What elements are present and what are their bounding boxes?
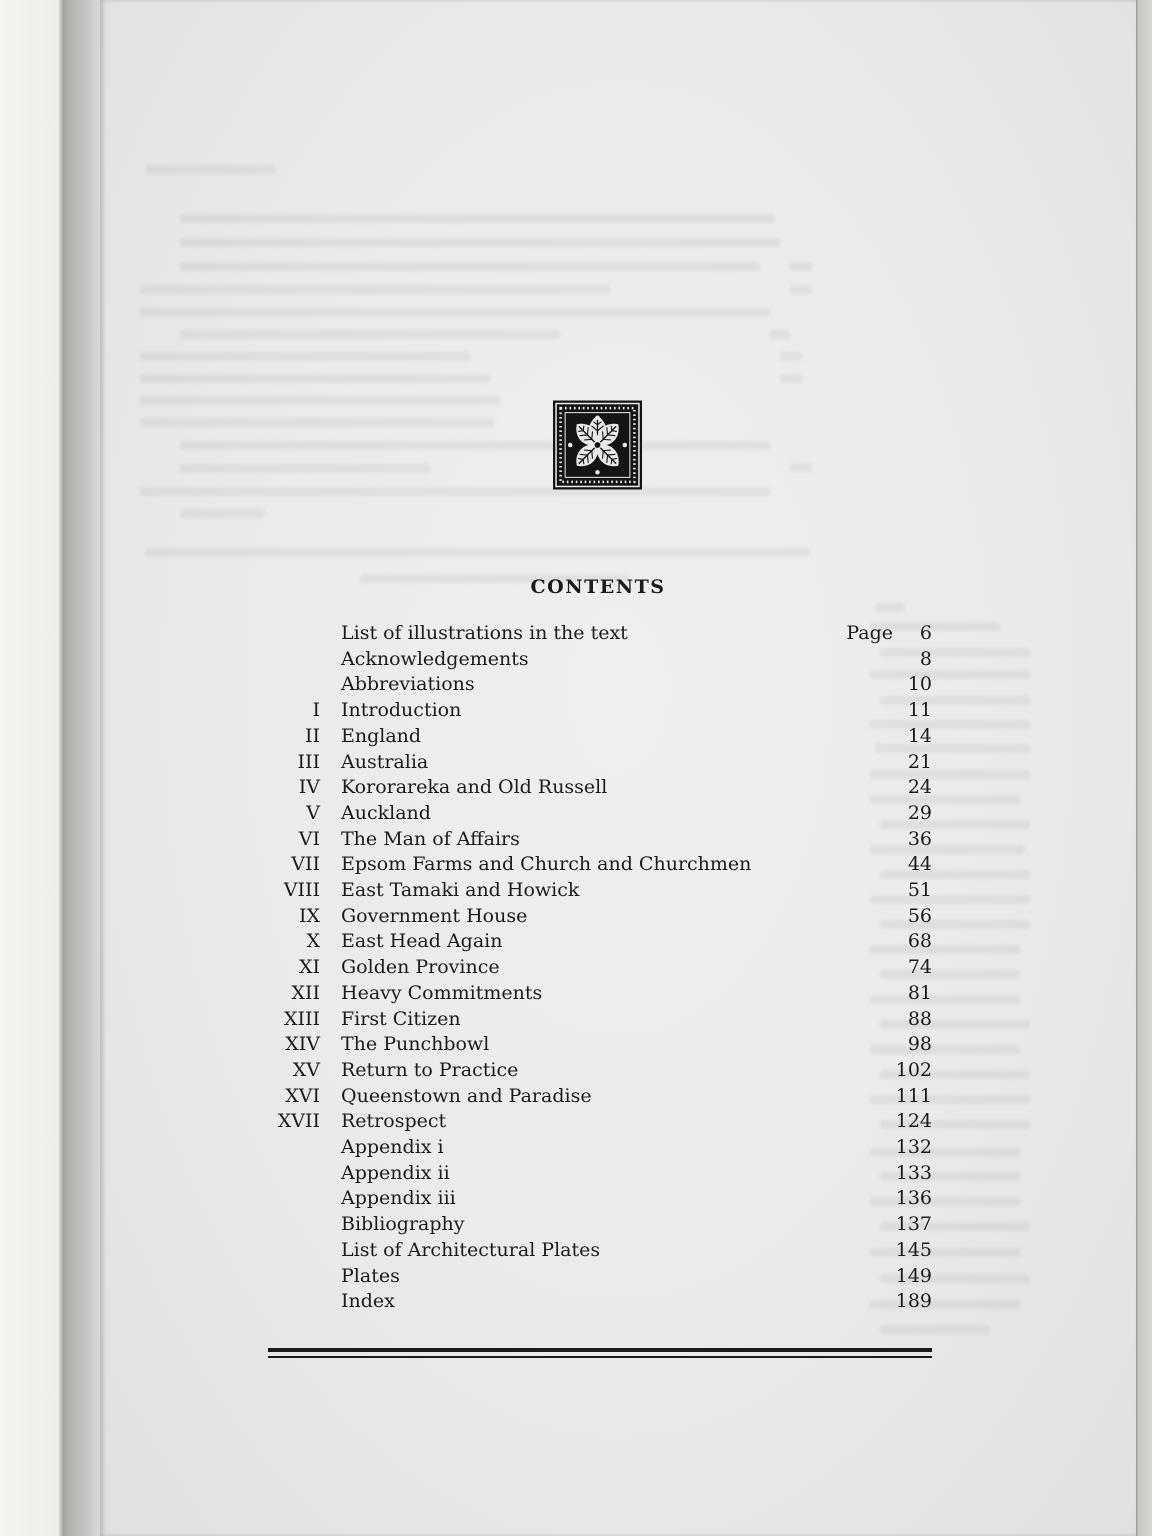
toc-entry: [240, 1084, 940, 1110]
entry-title: Government House: [341, 904, 528, 927]
page-number: 124: [895, 1110, 932, 1133]
entry-title: The Man of Affairs: [341, 827, 520, 850]
entry-title: East Tamaki and Howick: [341, 879, 580, 901]
page-number: 132: [895, 1136, 932, 1158]
entry-title: Epsom Farms and Church and Churchmen: [341, 853, 752, 876]
table-of-contents: [240, 621, 940, 1315]
page-number: 189: [895, 1290, 932, 1313]
entry-title: Auckland: [341, 801, 431, 824]
chapter-numeral: VIII: [283, 879, 320, 901]
toc-entry: [240, 1161, 940, 1187]
chapter-numeral: XIII: [283, 1007, 320, 1030]
page-number: 149: [895, 1264, 932, 1287]
page-number: 14: [907, 724, 932, 747]
toc-entry: [240, 724, 940, 750]
page-number: 10: [907, 673, 932, 696]
page-number: 145: [895, 1238, 932, 1261]
entry-title: Retrospect: [341, 1110, 447, 1133]
toc-entry: [240, 1238, 940, 1264]
toc-entry: [240, 852, 940, 878]
entry-title: England: [341, 724, 422, 747]
chapter-numeral: VI: [298, 827, 320, 850]
chapter-numeral: III: [297, 750, 320, 773]
page-number: 36: [907, 827, 932, 850]
page-number: 68: [907, 930, 932, 953]
page-number: 88: [907, 1007, 932, 1030]
facing-page-gutter: [0, 0, 100, 1536]
entry-title: Golden Province: [341, 956, 500, 979]
toc-entry: [240, 955, 940, 981]
page-number: 56: [907, 904, 932, 927]
chapter-numeral: I: [312, 699, 320, 722]
page-number: 24: [907, 776, 932, 799]
toc-entry: [240, 929, 940, 955]
chapter-numeral: VII: [291, 853, 320, 876]
chapter-numeral: X: [306, 930, 320, 953]
chapter-numeral: XV: [292, 1058, 320, 1081]
entry-title: East Head Again: [341, 930, 503, 953]
toc-entry: [240, 698, 940, 724]
toc-entry: [240, 621, 940, 647]
entry-title: The Punchbowl: [341, 1033, 490, 1056]
contents-heading: CONTENTS: [530, 576, 666, 598]
entry-title: List of Architectural Plates: [341, 1238, 601, 1261]
chapter-numeral: IX: [298, 904, 320, 927]
closing-rule-thin: [268, 1356, 932, 1358]
toc-entry: [240, 1212, 940, 1238]
entry-title: List of illustrations in the text: [341, 622, 628, 644]
toc-entry: [240, 647, 940, 673]
entry-title: Appendix i: [341, 1136, 444, 1158]
closing-rule-thick: [268, 1348, 932, 1352]
page-number: 44: [907, 853, 932, 876]
page-number: 81: [907, 981, 932, 1004]
toc-entry: [240, 1109, 940, 1135]
page-number: 133: [895, 1161, 932, 1184]
toc-entry: [240, 1032, 940, 1058]
entry-title: Australia: [341, 750, 429, 773]
page-number: 98: [907, 1033, 932, 1056]
chapter-numeral: II: [304, 724, 320, 747]
page-edge: [1136, 0, 1152, 1536]
page-number: 136: [895, 1187, 932, 1210]
page-number: 111: [895, 1084, 932, 1107]
toc-entry: [240, 1264, 940, 1290]
page-number: 29: [907, 801, 932, 824]
chapter-numeral: V: [306, 801, 320, 824]
toc-entry: [240, 1186, 940, 1212]
page-number: 74: [907, 956, 932, 979]
chapter-numeral: XVI: [285, 1084, 320, 1107]
chapter-numeral: XII: [291, 981, 320, 1004]
entry-title: Return to Practice: [341, 1058, 519, 1081]
page-number: 8: [919, 647, 932, 670]
entry-title: First Citizen: [341, 1007, 461, 1030]
entry-title: Appendix ii: [341, 1161, 450, 1184]
entry-title: Introduction: [341, 699, 462, 722]
toc-entry: [240, 1058, 940, 1084]
page-number: 21: [907, 750, 932, 773]
chapter-numeral: IV: [298, 776, 320, 799]
entry-title: Acknowledgements: [341, 647, 529, 670]
page-number: 11: [907, 699, 932, 722]
entry-title: Heavy Commitments: [341, 981, 543, 1004]
page-number: 137: [895, 1213, 932, 1236]
toc-entry: [240, 1289, 940, 1315]
toc-entry: [240, 981, 940, 1007]
leaf-tile-ornament-icon: [553, 400, 642, 490]
toc-entry: [240, 878, 940, 904]
toc-entry: [240, 1007, 940, 1033]
toc-entry: [240, 750, 940, 776]
entry-title: Abbreviations: [341, 673, 475, 696]
toc-entry: [240, 904, 940, 930]
page-number: 51: [907, 879, 932, 901]
toc-entry: [240, 775, 940, 801]
entry-title: Queenstown and Paradise: [341, 1084, 592, 1107]
page-number: 6: [919, 622, 932, 644]
toc-entry: [240, 827, 940, 853]
chapter-numeral: XI: [298, 956, 320, 979]
chapter-numeral: XIV: [285, 1033, 320, 1056]
toc-entry: [240, 801, 940, 827]
toc-entry: [240, 1135, 940, 1161]
entry-title: Index: [341, 1290, 395, 1313]
entry-title: Plates: [341, 1264, 400, 1287]
entry-title: Bibliography: [341, 1213, 465, 1236]
entry-title: Appendix iii: [341, 1187, 456, 1210]
page-number: 102: [895, 1058, 932, 1081]
page-column-label: Page: [846, 622, 893, 644]
chapter-numeral: XVII: [277, 1110, 320, 1133]
entry-title: Kororareka and Old Russell: [341, 776, 608, 799]
toc-entry: [240, 672, 940, 698]
